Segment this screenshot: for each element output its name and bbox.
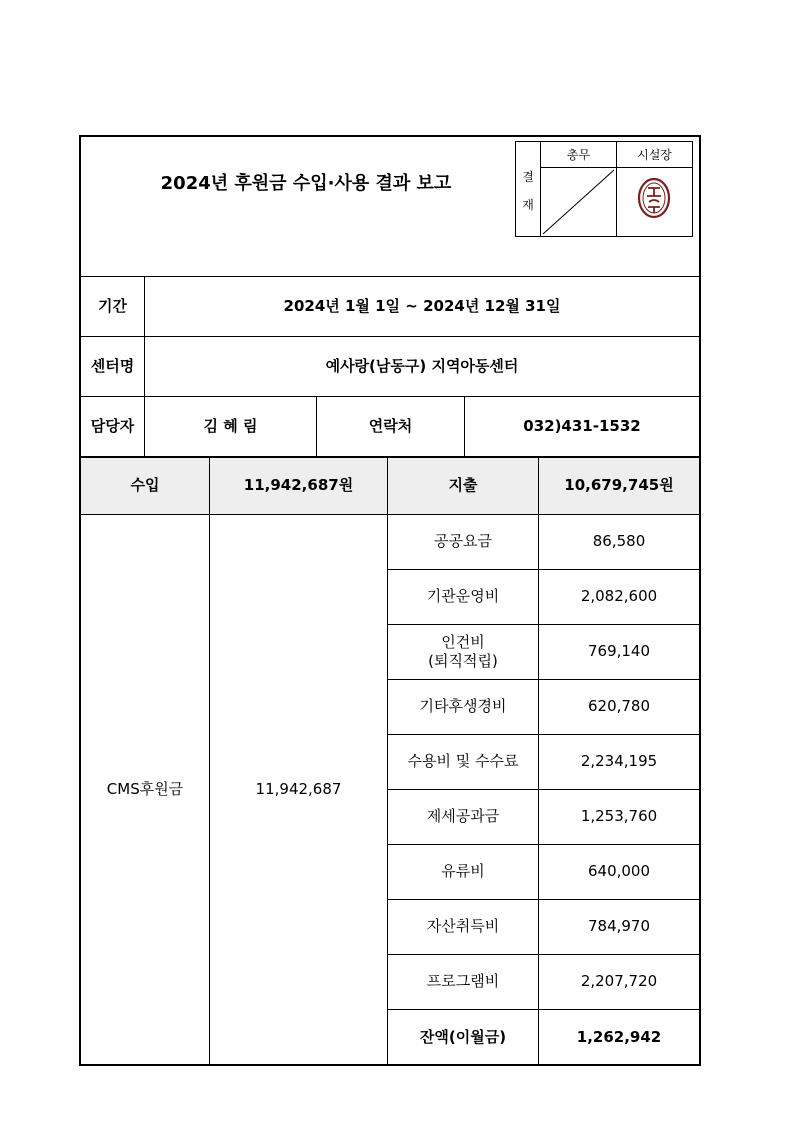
expense-item: 유류비 bbox=[441, 862, 485, 881]
expense-amount: 86,580 bbox=[592, 532, 646, 551]
expense-item: 제세공과금 bbox=[426, 807, 500, 826]
expense-label: 지출 bbox=[448, 476, 478, 495]
income-total: 11,942,687원 bbox=[243, 476, 354, 495]
income-amount: 11,942,687 bbox=[255, 780, 342, 799]
approval-col-general-affairs: 총무 bbox=[566, 148, 591, 162]
report-frame bbox=[79, 135, 701, 1066]
expense-item: 기관운영비 bbox=[426, 587, 500, 606]
contact-value: 032)431-1532 bbox=[523, 416, 641, 435]
expense-amount: 2,234,195 bbox=[580, 752, 658, 771]
expense-item: 자산취득비 bbox=[426, 917, 500, 936]
expense-item: 인건비 bbox=[441, 632, 485, 651]
approval-box bbox=[515, 141, 693, 237]
contact-label: 연락처 bbox=[368, 416, 413, 435]
center-name-label: 센터명 bbox=[90, 356, 135, 375]
income-label: 수입 bbox=[130, 476, 160, 495]
manager-label: 담당자 bbox=[90, 416, 135, 435]
expense-amount: 620,780 bbox=[587, 697, 651, 716]
report-title: 2024년 후원금 수입·사용 결과 보고 bbox=[160, 173, 452, 194]
expense-item: 수용비 및 수수료 bbox=[407, 752, 519, 771]
balance-amount: 1,262,942 bbox=[576, 1027, 662, 1046]
approval-col-director: 시설장 bbox=[637, 148, 672, 162]
expense-amount: 784,970 bbox=[587, 917, 651, 936]
expense-item: 기타후생경비 bbox=[419, 697, 507, 716]
expense-item: 프로그램비 bbox=[426, 972, 500, 991]
expense-amount: 769,140 bbox=[587, 642, 651, 661]
income-source: CMS후원금 bbox=[106, 780, 184, 799]
expense-amount: 1,253,760 bbox=[580, 807, 658, 826]
manager-value: 김 혜 림 bbox=[203, 416, 258, 435]
expense-amount: 2,082,600 bbox=[580, 587, 658, 606]
expense-amount: 640,000 bbox=[587, 862, 651, 881]
expense-total: 10,679,745원 bbox=[564, 476, 674, 495]
balance-label: 잔액(이월금) bbox=[419, 1027, 507, 1046]
approval-label-bottom: 재 bbox=[522, 197, 534, 212]
expense-item: 공공요금 bbox=[434, 532, 492, 551]
director-seal bbox=[634, 176, 674, 220]
period-label: 기간 bbox=[98, 296, 127, 315]
approval-strike-line bbox=[541, 168, 616, 236]
expense-item-note: (퇴직적립) bbox=[428, 652, 498, 670]
approval-label-top: 결 bbox=[522, 169, 534, 184]
center-name-value: 예사랑(남동구) 지역아동센터 bbox=[325, 356, 519, 375]
expense-amount: 2,207,720 bbox=[580, 972, 658, 991]
period-value: 2024년 1월 1일 ~ 2024년 12월 31일 bbox=[283, 296, 561, 315]
expense-item-personnel bbox=[388, 625, 538, 679]
